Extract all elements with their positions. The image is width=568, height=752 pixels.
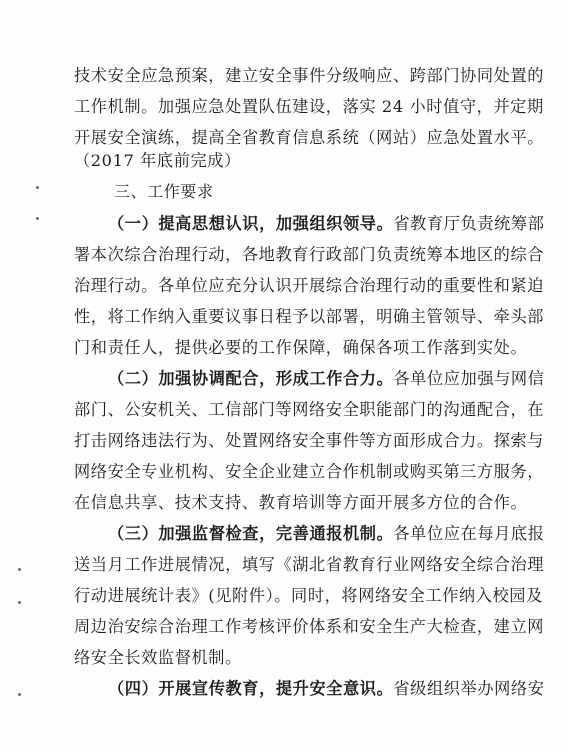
body-line: 在信息共享、技术支持、教育培训等方面开展多方位的合作。: [74, 493, 528, 512]
body-line: 行动进展统计表》(见附件）。同时，将网络安全工作纳入校园及: [74, 586, 543, 605]
scan-speck: [18, 568, 21, 571]
body-line: 性，将工作纳入重要议事日程予以部署，明确主管领导、牵头部: [74, 307, 545, 326]
body-line: 技术安全应急预案，建立安全事件分级响应、跨部门协同处置的: [74, 66, 545, 85]
body-line: 工作机制。加强应急处置队伍建设，落实 24 小时值守，并定期: [74, 97, 544, 116]
scan-speck: [18, 693, 21, 696]
item-first-line: [108, 524, 544, 544]
item-heading: （一）提高思想认识，加强组织领导。: [108, 214, 394, 233]
body-line: 周边治安综合治理工作考核评价体系和安全生产大检查，建立网: [74, 617, 545, 636]
item-first-line: [108, 214, 544, 234]
body-line: （2017 年底前完成）: [74, 151, 241, 170]
body-line: 送当月工作进展情况，填写《湖北省教育行业网络安全综合治理: [74, 555, 545, 574]
body-line: 网络安全专业机构、安全企业建立合作机制或购买第三方服务，: [74, 462, 545, 481]
item-text: 各单位应在每月底报: [393, 524, 545, 543]
body-line: 部门、公安机关、工信部门等网络安全职能部门的沟通配合，在: [74, 400, 545, 419]
item-heading: （四）开展宣传教育，提升安全意识。: [108, 679, 394, 698]
item-heading: （三）加强监督检查，完善通报机制。: [108, 524, 394, 543]
scan-speck: [18, 601, 21, 604]
body-line: 络安全长效监督机制。: [74, 648, 242, 667]
section-heading: 三、工作要求: [114, 182, 214, 201]
body-line: 开展安全演练，提高全省教育信息系统（网站）应急处置水平。: [74, 128, 545, 147]
scan-speck: [36, 186, 39, 189]
body-line: 门和责任人，提供必要的工作保障，确保各项工作落到实处。: [74, 338, 528, 357]
item-text: 省级组织举办网络安: [393, 679, 545, 698]
body-line: 打击网络违法行为、处置网络安全事件等方面形成合力。探索与: [74, 431, 545, 450]
item-text: 省教育厅负责统筹部: [393, 214, 545, 233]
item-text: 各单位应加强与网信: [393, 369, 545, 388]
body-line: 治理行动。各单位应充分认识开展综合治理行动的重要性和紧迫: [74, 276, 545, 295]
item-heading: （二）加强协调配合，形成工作合力。: [108, 369, 394, 388]
item-first-line: [108, 369, 544, 389]
scan-speck: [36, 217, 39, 220]
item-first-line: [108, 679, 544, 699]
body-line: 署本次综合治理行动，各地教育行政部门负责统筹本地区的综合: [74, 245, 545, 264]
